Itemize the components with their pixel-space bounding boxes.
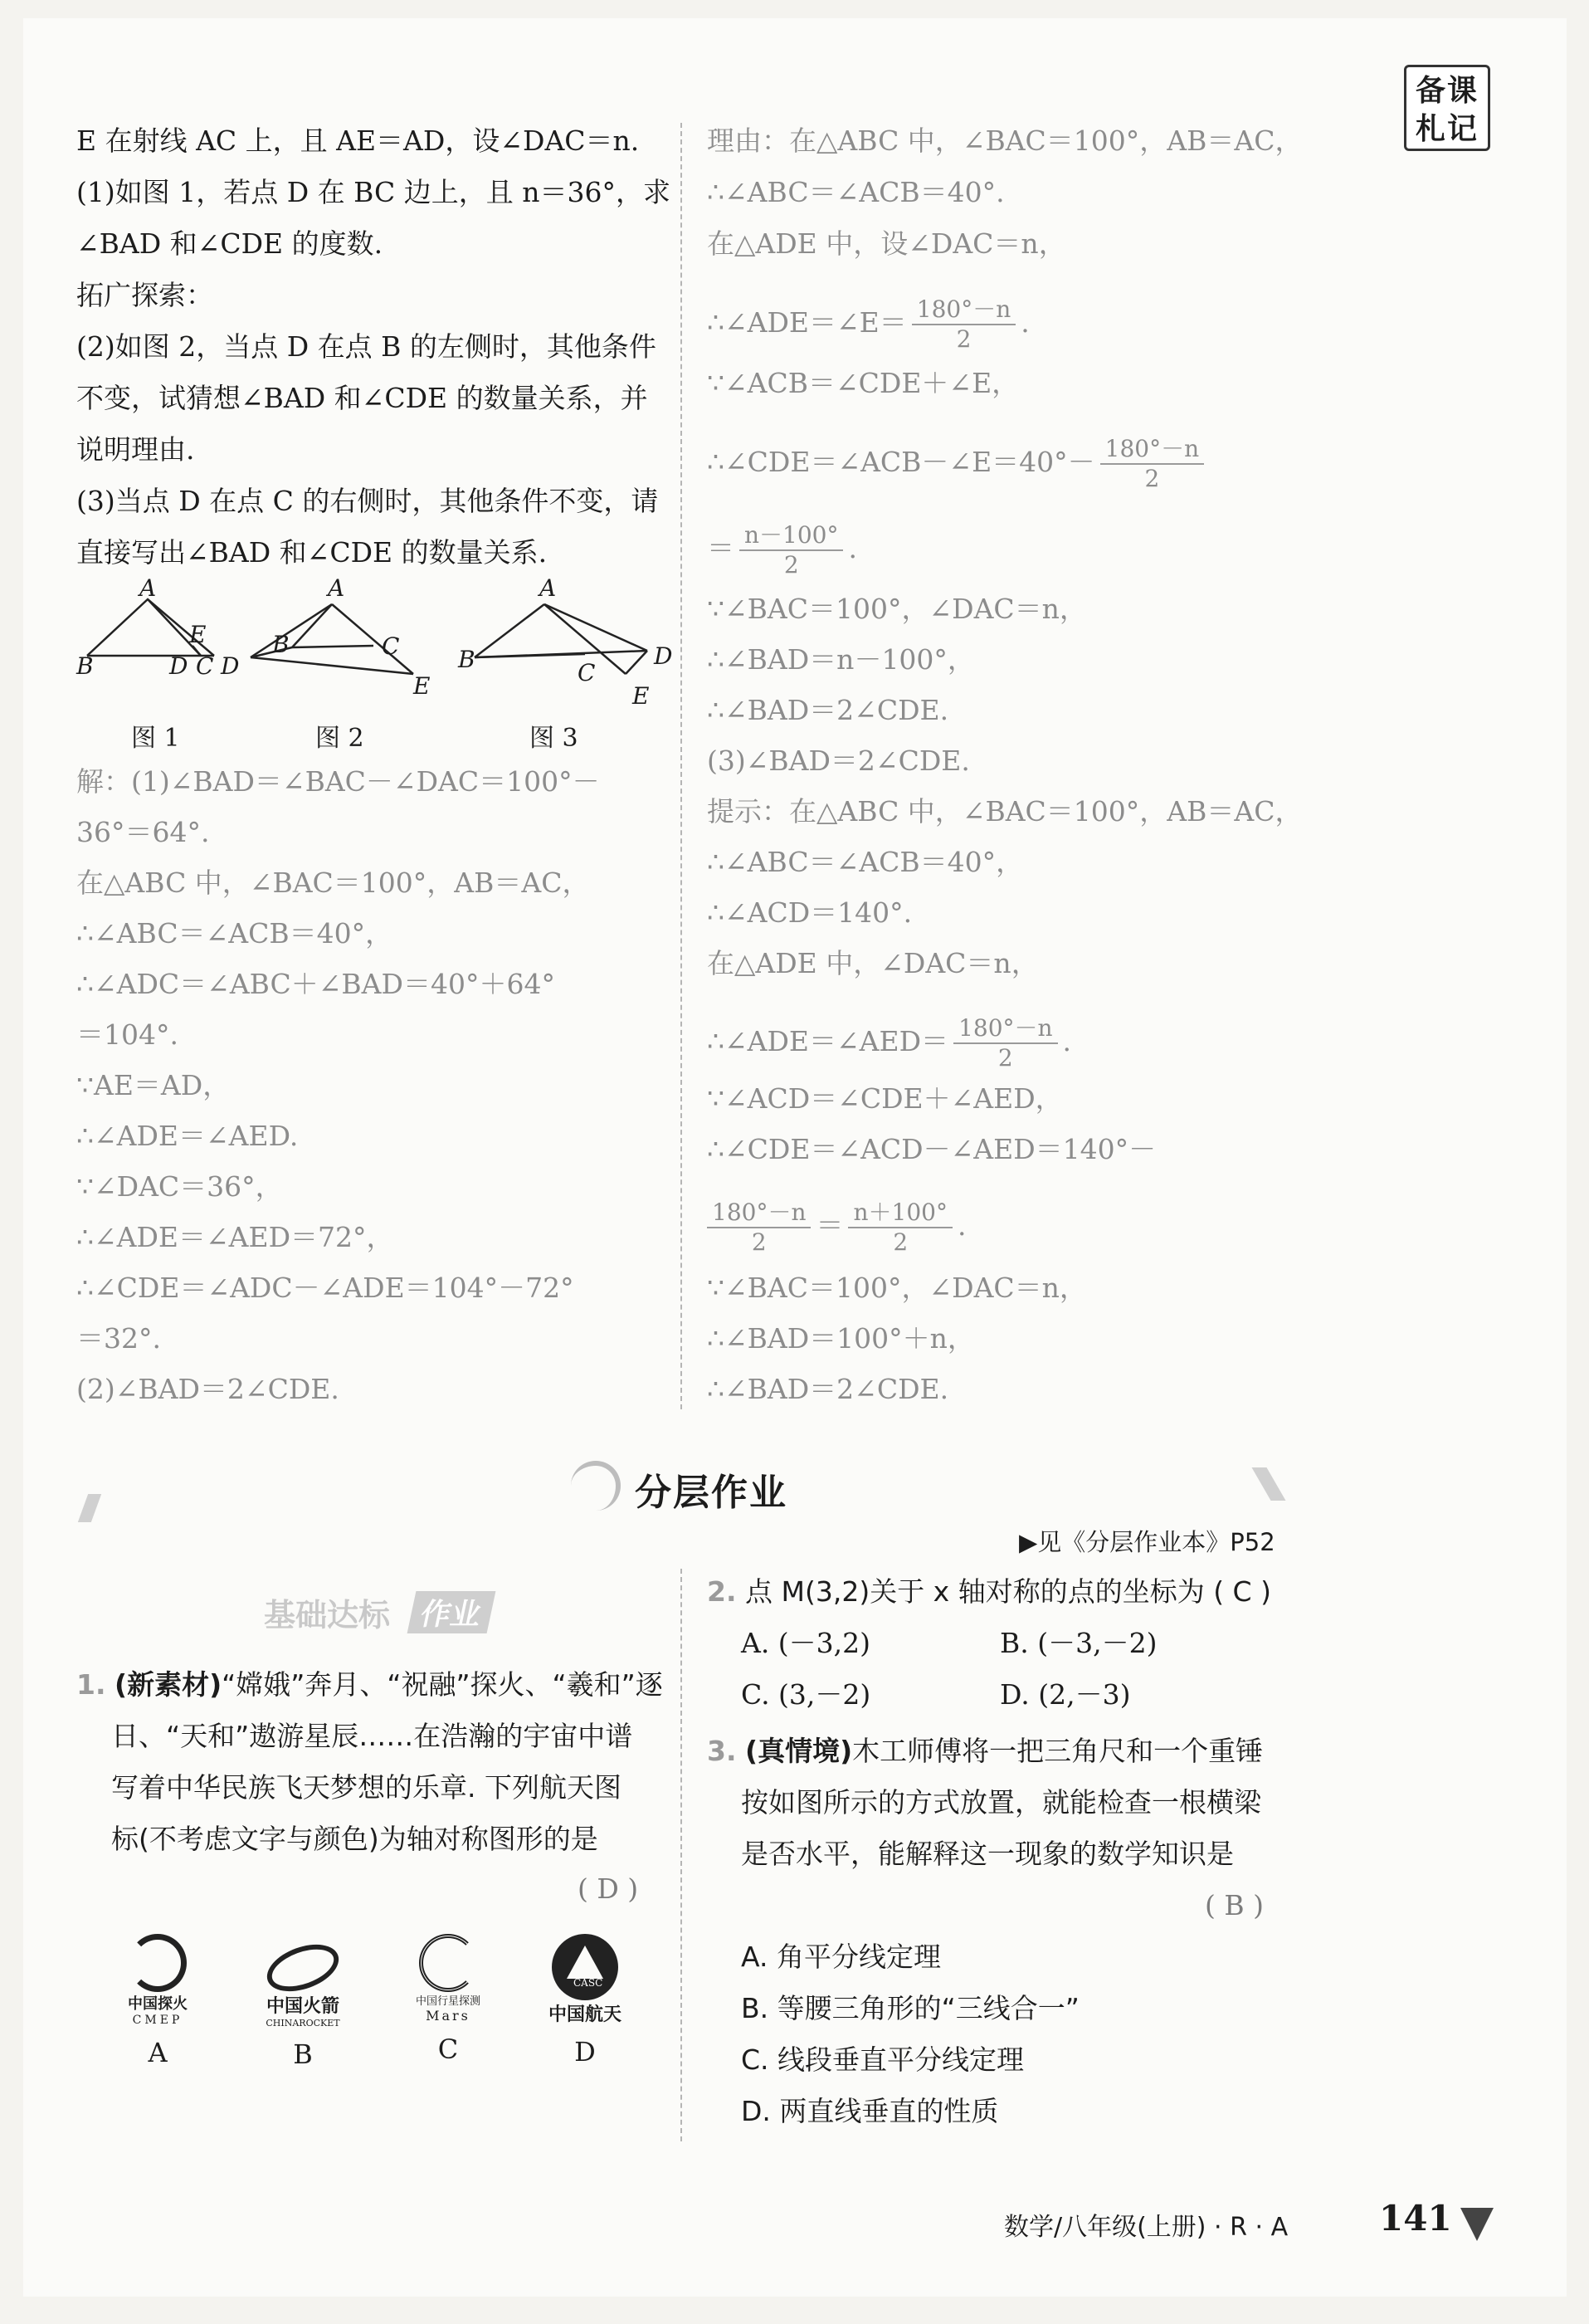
logo-b-sub: CHINAROCKET	[266, 2018, 340, 2029]
option-c[interactable]: C. (3,－2)	[741, 1678, 871, 1711]
option-d[interactable]: D. 两直线垂直的性质	[741, 2095, 999, 2127]
logo-a-text: 中国探火	[128, 1995, 188, 2013]
figure-2	[232, 581, 481, 697]
fraction-denominator: 2	[1144, 465, 1160, 492]
label-B: B	[76, 652, 94, 680]
section-icon	[571, 1461, 621, 1511]
answer-paren: ( B )	[1205, 1889, 1264, 1921]
logo-d-text: 中国航天	[548, 2004, 621, 2025]
label-C: C	[196, 652, 214, 680]
question-line: 按如图所示的方式放置，就能检查一根横梁	[741, 1786, 1261, 1819]
solution-text: ∴∠ADE＝∠E＝	[707, 306, 907, 339]
solution-line: ∴∠ADE＝∠AED＝72°，	[76, 1221, 394, 1253]
label-C: C	[382, 632, 400, 660]
problem-line: ∠BAD 和∠CDE 的度数.	[76, 227, 383, 260]
logo-options	[100, 1934, 647, 2100]
solution-line: ∴∠ADE＝∠AED.	[76, 1120, 299, 1152]
stamp-text: 备课札记	[1415, 74, 1479, 146]
problem-line: E 在射线 AC 上，且 AE＝AD，设∠DAC＝n.	[76, 124, 640, 157]
solution-line: ∴∠BAD＝n－100°，	[707, 643, 975, 676]
problem-line: (3)当点 D 在点 C 的右侧时，其他条件不变，请	[76, 485, 659, 517]
label-D: D	[654, 642, 673, 670]
fraction-denominator: 2	[997, 1044, 1013, 1072]
fraction-denominator: 2	[751, 1228, 767, 1256]
fraction-numerator: 180°－n	[953, 1014, 1057, 1044]
question-line	[707, 1735, 1263, 1768]
problem-line: (2)如图 2，当点 D 在点 B 的左侧时，其他条件	[76, 330, 656, 363]
problem-line: 说明理由.	[76, 433, 195, 466]
problem-line: (1)如图 1，若点 D 在 BC 边上，且 n＝36°，求	[76, 176, 670, 208]
question-text: 点 M(3,2)关于 x 轴对称的点的坐标为 ( C )	[745, 1575, 1271, 1608]
label-A: A	[139, 574, 157, 602]
label-A: A	[539, 574, 557, 602]
fraction	[953, 1014, 1057, 1072]
period: .	[957, 1209, 967, 1242]
label-E: E	[413, 672, 431, 700]
fraction	[912, 295, 1016, 354]
subsection-title: 基础达标	[264, 1597, 391, 1633]
question-line: 日、“天和”遨游星辰……在浩瀚的宇宙中谱	[111, 1720, 633, 1752]
solution-line	[707, 295, 1030, 354]
label-E: E	[189, 621, 207, 648]
label-C: C	[578, 659, 596, 686]
option-c[interactable]: C. 线段垂直平分线定理	[741, 2043, 1025, 2076]
logo-d-mark	[552, 1934, 618, 2000]
logo-a-sub: CMEP	[132, 2014, 183, 2027]
solution-line: ∴∠BAD＝100°＋n，	[707, 1322, 975, 1355]
question-tag: (新素材)	[115, 1668, 222, 1701]
option-label-a: A	[148, 2037, 168, 2068]
option-a[interactable]: A. (－3,2)	[741, 1627, 871, 1659]
solution-line: ＝104°.	[76, 1018, 178, 1051]
equals: ＝	[816, 1209, 844, 1242]
option-label-c: C	[437, 2034, 459, 2065]
solution-line: 在△ABC 中，∠BAC＝100°，AB＝AC，	[76, 867, 590, 899]
solution-text: ∴∠ADE＝∠AED＝	[707, 1025, 949, 1057]
solution-line: (2)∠BAD＝2∠CDE.	[76, 1373, 339, 1405]
logo-b-text: 中国火箭	[266, 1996, 339, 2017]
question-line: 是否水平，能解释这一现象的数学知识是	[741, 1838, 1234, 1870]
fraction-numerator: n－100°	[739, 521, 843, 551]
solution-line	[707, 521, 857, 579]
fraction	[707, 1199, 811, 1257]
option-d[interactable]: D. (2,－3)	[1000, 1678, 1131, 1711]
logo-a-mark	[129, 1934, 187, 1992]
solution-line: ∴∠ADC＝∠ABC＋∠BAD＝40°＋64°	[76, 968, 555, 1000]
option-b[interactable]: B. (－3,－2)	[1000, 1627, 1158, 1659]
fraction-denominator: 2	[893, 1228, 909, 1256]
figure-1-caption: 图 1	[131, 724, 180, 753]
fraction	[848, 1199, 952, 1257]
answer-paren: ( D )	[578, 1872, 639, 1905]
problem-line: 不变，试猜想∠BAD 和∠CDE 的数量关系，并	[76, 382, 648, 414]
label-B: B	[458, 646, 475, 673]
logo-c[interactable]	[390, 1934, 506, 2065]
solution-line: 在△ADE 中，∠DAC＝n，	[707, 947, 1039, 979]
solution-line: ∴∠ACD＝140°.	[707, 896, 913, 929]
period: .	[1062, 1025, 1072, 1057]
section-title: 分层作业	[635, 1472, 787, 1514]
solution-line: ＝32°.	[76, 1322, 161, 1355]
page-number: 141	[1379, 2198, 1452, 2239]
label-E: E	[632, 682, 650, 710]
logo-d[interactable]	[523, 1934, 647, 2068]
solution-line: ∵∠ACB＝∠CDE＋∠E，	[707, 367, 1020, 399]
subsection-tag: 作业	[407, 1591, 496, 1633]
option-label-d: D	[574, 2036, 596, 2068]
solution-line: ∴∠ABC＝∠ACB＝40°，	[707, 846, 1024, 878]
logo-c-mark	[419, 1934, 477, 1992]
arrow-icon	[1460, 2208, 1494, 2241]
question-line: 写着中华民族飞天梦想的乐章. 下列航天图	[111, 1771, 621, 1804]
logo-c-text: 中国行星探测	[415, 1995, 480, 2008]
solution-line: ∴∠CDE＝∠ACD－∠AED＝140°－	[707, 1133, 1157, 1165]
column-divider	[680, 123, 682, 1409]
logo-c-sub: Mars	[426, 2008, 470, 2024]
solution-text: ＝	[707, 532, 734, 564]
figure-2-caption: 图 2	[315, 724, 364, 753]
fraction-denominator: 2	[956, 325, 972, 353]
figure-3-caption: 图 3	[529, 724, 578, 753]
solution-line: 在△ADE 中，设∠DAC＝n，	[707, 227, 1066, 260]
label-D: D	[169, 652, 188, 680]
solution-line: ∵∠BAC＝100°，∠DAC＝n，	[707, 1272, 1087, 1304]
question-line	[707, 1575, 1271, 1609]
problem-line: 拓广探索：	[76, 279, 213, 311]
question-number: 2.	[707, 1575, 737, 1608]
solution-line	[707, 1014, 1071, 1072]
fraction-numerator: 180°－n	[912, 295, 1016, 325]
option-a[interactable]: A. 角平分线定理	[741, 1941, 941, 1973]
fraction-denominator: 2	[783, 551, 799, 579]
period: .	[848, 532, 857, 564]
solution-line	[707, 1199, 966, 1257]
solution-line: 提示：在△ABC 中，∠BAC＝100°，AB＝AC，	[707, 795, 1303, 828]
solution-line: ∴∠ABC＝∠ACB＝40°，	[76, 917, 393, 950]
logo-d-sub: CASC	[573, 1977, 603, 1989]
fraction-numerator: 180°－n	[1100, 435, 1204, 465]
solution-line: ∵∠ACD＝∠CDE＋∠AED，	[707, 1082, 1063, 1115]
solution-line: 36°＝64°.	[76, 816, 210, 848]
solution-line: ∴∠BAD＝2∠CDE.	[707, 694, 949, 726]
question-number: 1.	[76, 1668, 106, 1701]
solution-line: ∵∠BAC＝100°，∠DAC＝n，	[707, 593, 1087, 625]
fraction-numerator: 180°－n	[707, 1199, 811, 1228]
logo-b-mark	[261, 1936, 345, 2000]
logo-a[interactable]	[100, 1934, 216, 2068]
question-number: 3.	[707, 1735, 737, 1767]
question-text: 木工师傅将一把三角尺和一个重锤	[852, 1735, 1264, 1767]
question-line	[76, 1668, 663, 1702]
problem-line: 直接写出∠BAD 和∠CDE 的数量关系.	[76, 536, 548, 569]
solution-line: ∴∠ABC＝∠ACB＝40°.	[707, 176, 1005, 208]
option-b[interactable]: B. 等腰三角形的“三线合一”	[741, 1992, 1080, 2024]
option-label-b: B	[293, 2038, 313, 2070]
solution-line: ∴∠CDE＝∠ADC－∠ADE＝104°－72°	[76, 1272, 574, 1304]
notes-stamp	[1404, 65, 1490, 151]
label-A: A	[328, 574, 345, 602]
solution-line	[707, 435, 1209, 493]
question-line: 标(不考虑文字与颜色)为轴对称图形的是	[111, 1823, 598, 1855]
solution-line: ∵∠DAC＝36°，	[76, 1170, 283, 1203]
solution-text: ∴∠CDE＝∠ACB－∠E＝40°－	[707, 446, 1095, 478]
fraction	[739, 521, 843, 579]
solution-line: ∵AE＝AD，	[76, 1069, 231, 1101]
fraction	[1100, 435, 1204, 493]
fraction-numerator: n＋100°	[848, 1199, 952, 1228]
column-divider	[680, 1569, 682, 2141]
solution-line: 解：(1)∠BAD＝∠BAC－∠DAC＝100°－	[76, 765, 600, 798]
solution-line: ∴∠BAD＝2∠CDE.	[707, 1373, 949, 1405]
question-tag: (真情境)	[745, 1735, 853, 1767]
workbook-reference[interactable]: ▶见《分层作业本》P52	[1019, 1528, 1275, 1556]
question-text: “嫦娥”奔月、“祝融”探火、“羲和”逐	[222, 1668, 663, 1701]
solution-line: (3)∠BAD＝2∠CDE.	[707, 745, 970, 777]
book-info: 数学/八年级(上册) · R · A	[1004, 2213, 1289, 2242]
label-D: D	[221, 652, 240, 680]
solution-line: 理由：在△ABC 中，∠BAC＝100°，AB＝AC，	[707, 124, 1303, 157]
label-B: B	[272, 631, 290, 658]
logo-b[interactable]	[241, 1934, 365, 2070]
period: .	[1021, 306, 1030, 339]
